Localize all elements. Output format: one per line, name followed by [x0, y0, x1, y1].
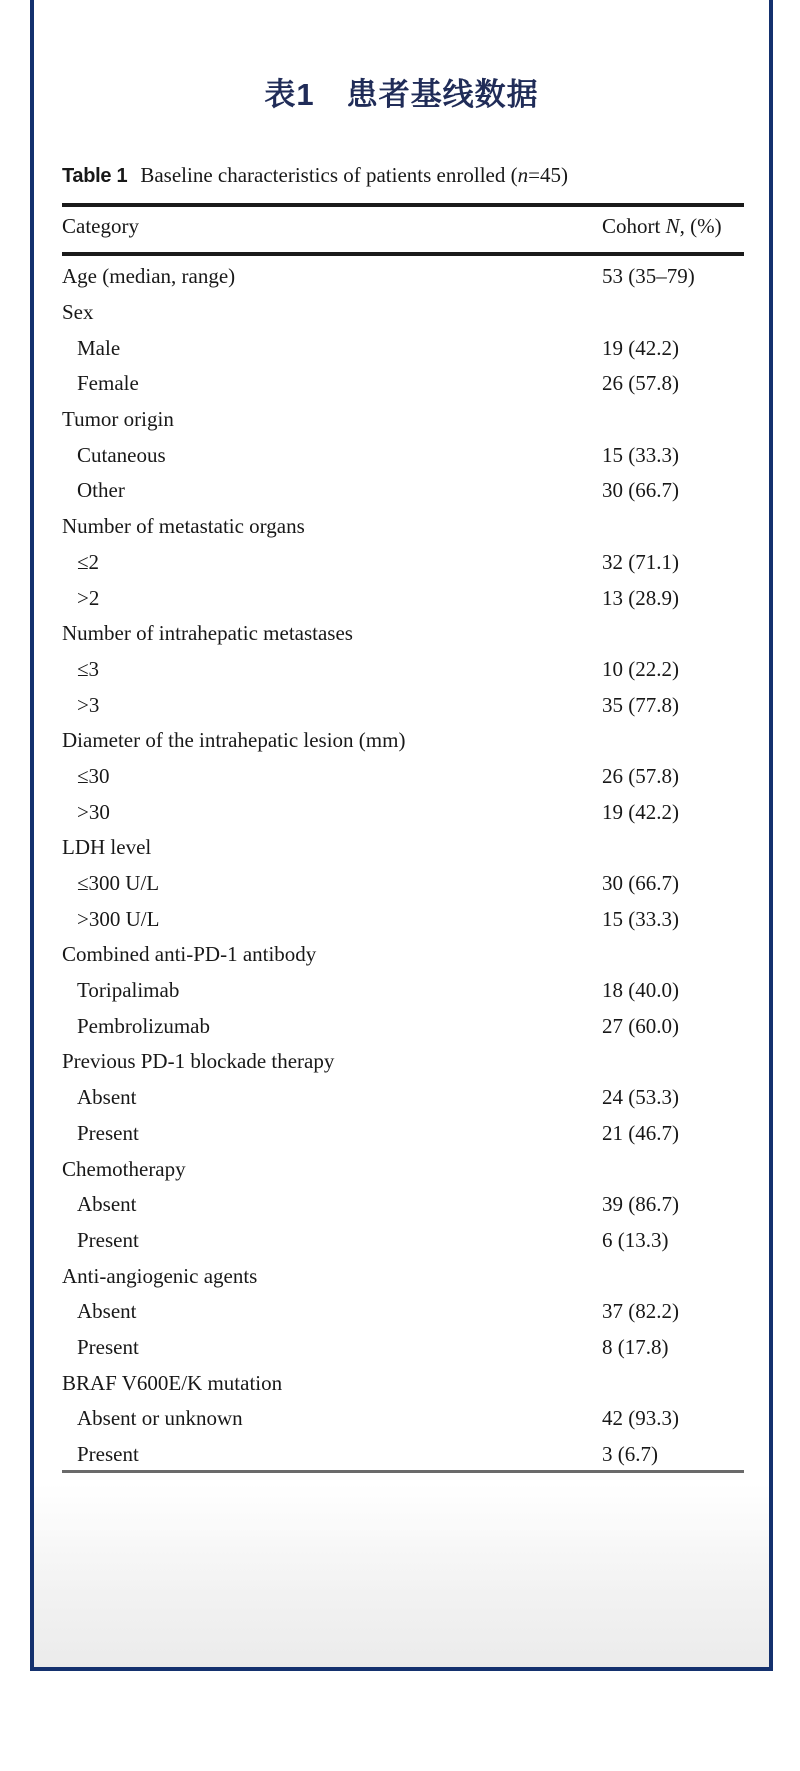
row-value: 6 (13.3) [602, 1227, 669, 1252]
row-category: LDH level [62, 835, 152, 860]
row-value: 18 (40.0) [602, 978, 679, 1003]
row-value: 53 (35–79) [602, 264, 695, 289]
table-body [62, 259, 744, 1472]
row-category: ≤30 [77, 763, 110, 788]
row-category: Tumor origin [62, 407, 174, 432]
row-category: Cutaneous [77, 442, 166, 467]
row-category: >3 [77, 692, 100, 717]
row-category: >2 [77, 585, 100, 610]
table-caption [62, 162, 744, 190]
table-row [62, 580, 744, 616]
table-row [62, 937, 744, 973]
table-row [62, 1223, 744, 1259]
table-row [62, 1258, 744, 1294]
row-category: Absent [77, 1299, 137, 1324]
row-category: Sex [62, 300, 94, 325]
row-category: Anti-angiogenic agents [62, 1263, 258, 1288]
row-value: 27 (60.0) [602, 1013, 679, 1038]
table-row [62, 1330, 744, 1366]
table-row [62, 901, 744, 937]
table-row [62, 1437, 744, 1473]
row-value: 24 (53.3) [602, 1085, 679, 1110]
chinese-table-title: 表1 患者基线数据 [264, 77, 539, 112]
table-row [62, 366, 744, 402]
table-header-rule [62, 252, 744, 256]
table-row [62, 794, 744, 830]
baseline-table [62, 162, 744, 1482]
table-header-row [62, 204, 744, 248]
row-category: ≤300 U/L [77, 871, 160, 896]
header-category: Category [62, 213, 139, 238]
row-value: 19 (42.2) [602, 799, 679, 824]
table-row [62, 1116, 744, 1152]
table-row [62, 616, 744, 652]
row-value: 42 (93.3) [602, 1406, 679, 1431]
table-row [62, 509, 744, 545]
row-category: Present [77, 1442, 139, 1467]
row-category: >30 [77, 799, 110, 824]
table-row [62, 687, 744, 723]
row-value: 32 (71.1) [602, 549, 679, 574]
table-bottom-rule [62, 1470, 744, 1473]
row-category: Male [77, 335, 121, 360]
table-row [62, 1044, 744, 1080]
row-category: Present [77, 1334, 139, 1359]
row-value: 15 (33.3) [602, 442, 679, 467]
row-category: Previous PD-1 blockade therapy [62, 1049, 335, 1074]
row-value: 30 (66.7) [602, 478, 679, 503]
row-category: ≤3 [77, 656, 100, 681]
row-value: 37 (82.2) [602, 1299, 679, 1324]
table-caption-tail: =45) [528, 163, 568, 187]
row-category: Pembrolizumab [77, 1013, 210, 1038]
row-value: 19 (42.2) [602, 335, 679, 360]
table-caption-n-italic: n [517, 163, 529, 187]
row-value: 21 (46.7) [602, 1120, 679, 1145]
table-row [62, 1401, 744, 1437]
table-row [62, 973, 744, 1009]
table-row [62, 330, 744, 366]
row-category: Female [77, 371, 139, 396]
row-category: Other [77, 478, 125, 503]
row-category: Number of intrahepatic metastases [62, 621, 353, 646]
table-row [62, 723, 744, 759]
row-category: BRAF V600E/K mutation [62, 1370, 283, 1395]
row-value: 26 (57.8) [602, 371, 679, 396]
row-value: 15 (33.3) [602, 906, 679, 931]
table-row [62, 759, 744, 795]
table-row [62, 1187, 744, 1223]
row-category: Combined anti-PD-1 antibody [62, 942, 317, 967]
row-category: Age (median, range) [62, 264, 236, 289]
row-category: Toripalimab [77, 978, 180, 1003]
row-category: Absent [77, 1192, 137, 1217]
row-category: >300 U/L [77, 906, 160, 931]
document-frame [30, 0, 773, 1671]
row-value: 3 (6.7) [602, 1442, 658, 1467]
row-value: 26 (57.8) [602, 763, 679, 788]
table-row [62, 1294, 744, 1330]
table-row [62, 1080, 744, 1116]
table-row [62, 437, 744, 473]
row-category: Present [77, 1227, 139, 1252]
table-row [62, 866, 744, 902]
row-category: Diameter of the intrahepatic lesion (mm) [62, 728, 406, 753]
table-row [62, 473, 744, 509]
table-row [62, 830, 744, 866]
header-cohort-n-italic: N [665, 213, 680, 238]
table-row [62, 545, 744, 581]
header-cohort-pre: Cohort [602, 213, 666, 238]
row-category: Absent or unknown [77, 1406, 243, 1431]
table-row [62, 402, 744, 438]
table-row [62, 259, 744, 295]
row-value: 35 (77.8) [602, 692, 679, 717]
table-caption-text: Baseline characteristics of patients enrolled ( [140, 163, 518, 187]
row-value: 39 (86.7) [602, 1192, 679, 1217]
row-value: 10 (22.2) [602, 656, 679, 681]
row-value: 30 (66.7) [602, 871, 679, 896]
table-row [62, 1151, 744, 1187]
row-category: Absent [77, 1085, 137, 1110]
row-value: 8 (17.8) [602, 1334, 669, 1359]
row-category: Chemotherapy [62, 1156, 186, 1181]
header-cohort [602, 214, 744, 239]
table-caption-label: Table 1 [62, 165, 128, 187]
row-category: Number of metastatic organs [62, 514, 305, 539]
table-row [62, 1365, 744, 1401]
table-row [62, 1008, 744, 1044]
row-category: ≤2 [77, 549, 100, 574]
row-category: Present [77, 1120, 139, 1145]
table-row [62, 295, 744, 331]
row-value: 13 (28.9) [602, 585, 679, 610]
header-cohort-post: , (%) [679, 213, 722, 238]
table-row [62, 652, 744, 688]
